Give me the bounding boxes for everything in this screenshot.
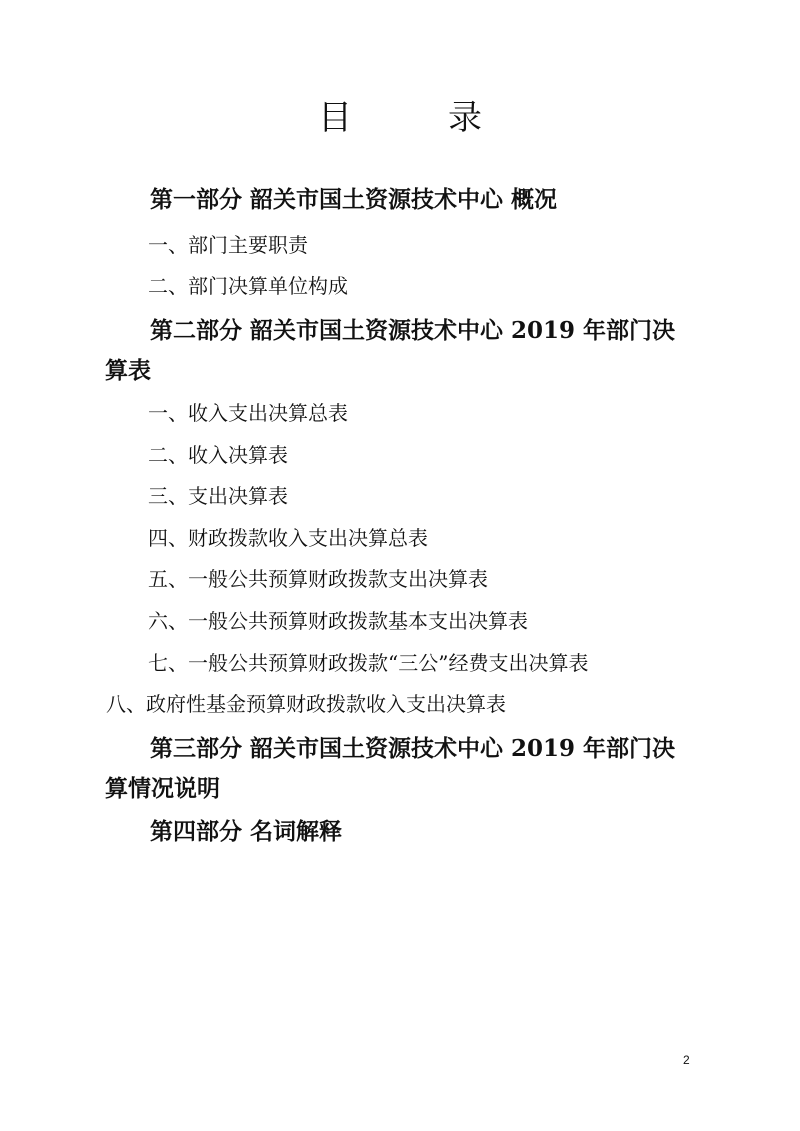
page-number: 2 (683, 1053, 690, 1067)
part-1-item-2: 二、部门决算单位构成 (148, 274, 348, 298)
toc-title: 目录 (318, 98, 578, 138)
part-2-item-6: 六、一般公共预算财政拨款基本支出决算表 (148, 609, 528, 633)
part-2-heading-line-1: 第二部分 韶关市国土资源技术中心 2019 年部门决 (150, 317, 676, 344)
part-2-item-4: 四、财政拨款收入支出决算总表 (148, 526, 428, 550)
part-2-item-5: 五、一般公共预算财政拨款支出决算表 (148, 567, 488, 591)
part-2-item-8: 八、政府性基金预算财政拨款收入支出决算表 (106, 692, 506, 716)
part-3-heading-line-2: 算情况说明 (105, 775, 220, 802)
part-3-heading-line-1: 第三部分 韶关市国土资源技术中心 2019 年部门决 (150, 735, 676, 762)
part-1-item-1: 一、部门主要职责 (148, 233, 308, 257)
part-2-item-3: 三、支出决算表 (148, 484, 288, 508)
part-2-item-1: 一、收入支出决算总表 (148, 401, 348, 425)
part-4-heading: 第四部分 名词解释 (150, 818, 343, 845)
part-2-heading-line-2: 算表 (105, 357, 151, 384)
part-2-item-2: 二、收入决算表 (148, 443, 288, 467)
part-1-heading: 第一部分 韶关市国土资源技术中心 概况 (150, 186, 558, 213)
part-2-item-7: 七、一般公共预算财政拨款“三公”经费支出决算表 (148, 651, 589, 675)
